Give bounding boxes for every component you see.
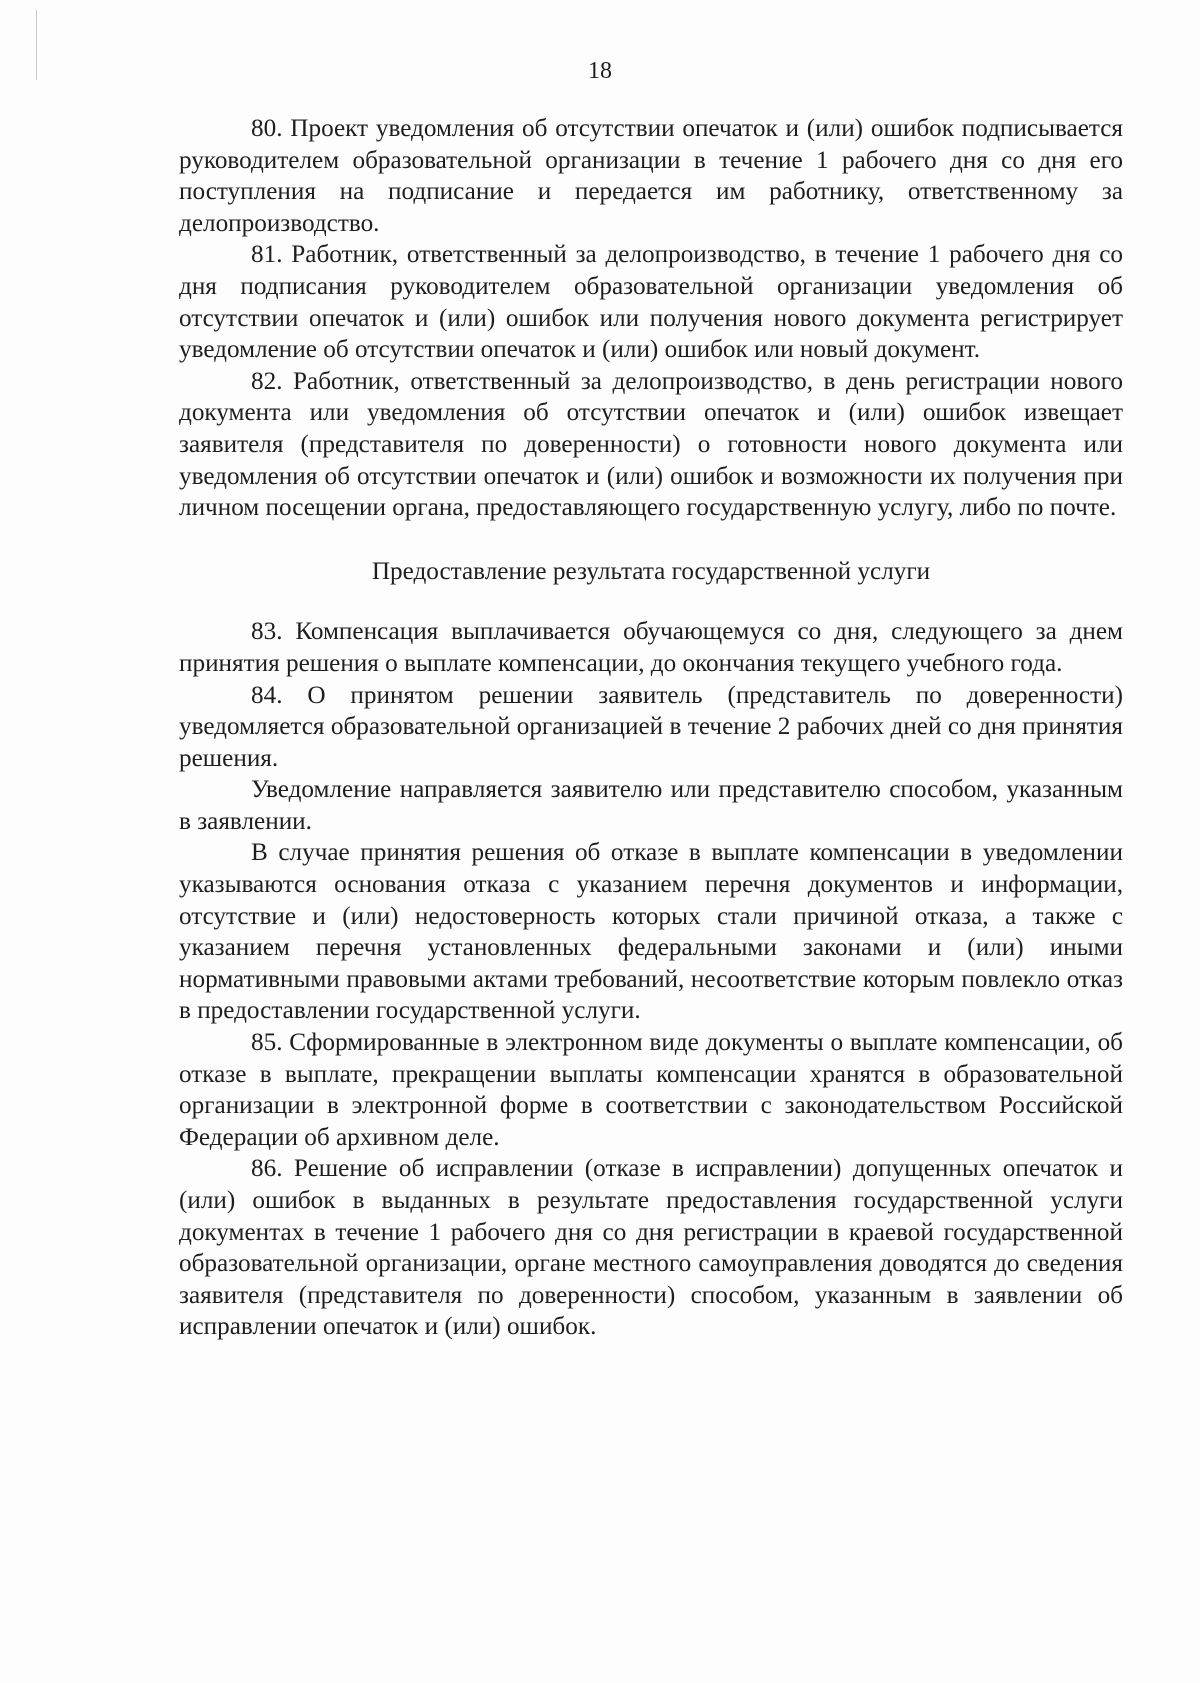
paragraph-80: 80. Проект уведомления об отсутствии опечаток и (или) ошибок подписывается руководителем образовательной организации в течение 1 рабочего дня со дня его поступления на подписание и передается им работнику, ответственному за делопроизводство.	[179, 115, 1123, 237]
paragraph-85: 85. Сформированные в электронном виде документы о выплате компенсации, об отказе в выплате, прекращении выплаты компенсации хранятся в образовательной организации в электронной форме в соответствии с законодательством Российской Федерации об архивном деле.	[179, 1029, 1123, 1151]
paragraph-83: 83. Компенсация выплачивается обучающемуся со дня, следующего за днем принятия решения о выплате компенсации, до окончания текущего учебного года.	[179, 618, 1123, 677]
section-heading: Предоставление результата государственной услуги	[371, 557, 931, 585]
paragraph-82: 82. Работник, ответственный за делопроизводство, в день регистрации нового документа или уведомления об отсутствии опечаток и (или) ошибок извещает заявителя (представителя по доверенности) о готовности нового документа или уведомления об отсутствии опечаток и (или) ошибок и возможности их получения при личном посещении органа, предоставляющего государственную услугу, либо по почте.	[179, 367, 1123, 522]
paragraph-84-refusal: В случае принятия решения об отказе в выплате компенсации в уведомлении указываются основания отказа с указанием перечня документов и информации, отсутствие и (или) недостоверность которых стали причиной отказа, а также с указанием перечня установленных федеральными законами и (или) иными нормативными правовыми актами требований, несоответствие которым повлекло отказ в предоставлении государственной услуги.	[179, 839, 1123, 1025]
page-number: 18	[588, 58, 612, 84]
paragraph-84: 84. О принятом решении заявитель (представитель по доверенности) уведомляется образовательной организацией в течение 2 рабочих дней со дня принятия решения.	[179, 681, 1123, 772]
paragraph-84-notification: Уведомление направляется заявителю или представителю способом, указанным в заявлении.	[179, 776, 1123, 835]
paragraph-81: 81. Работник, ответственный за делопроизводство, в течение 1 рабочего дня со дня подписания руководителем образовательной организации уведомления об отсутствии опечаток и (или) ошибок или получения нового документа регистрирует уведомление об отсутствии опечаток и (или) ошибок или новый документ.	[179, 241, 1123, 364]
paragraph-86: 86. Решение об исправлении (отказе в исправлении) допущенных опечаток и (или) ошибок в выданных в результате предоставления государственной услуги документах в течение 1 рабочего дня со дня регистрации в краевой государственной образовательной организации, органе местного самоуправления доводятся до сведения заявителя (представителя по доверенности) способом, указанным в заявлении об исправлении опечаток и (или) ошибок.	[179, 1155, 1123, 1341]
document-body	[179, 113, 1123, 1343]
